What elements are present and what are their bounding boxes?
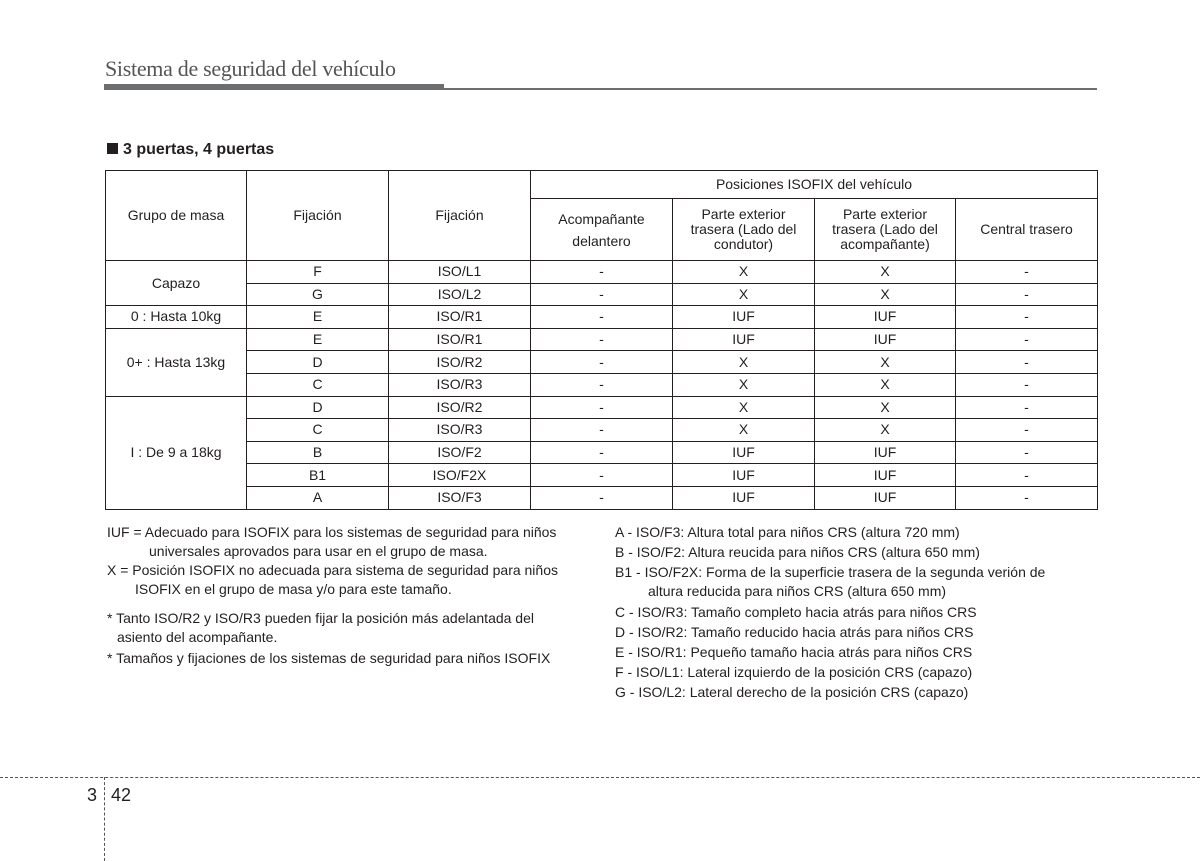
position-cell: IUF	[673, 464, 815, 487]
position-cell: -	[531, 464, 673, 487]
chapter-number: 3	[87, 785, 98, 805]
size-class-cell: C	[247, 373, 389, 396]
header-position: Parte exterior trasera (Lado del acompañante)	[815, 199, 956, 261]
position-cell: -	[531, 328, 673, 351]
table-row	[106, 373, 1098, 396]
fixture-cell: ISO/F3	[389, 486, 531, 509]
position-cell: -	[531, 351, 673, 374]
position-cell: IUF	[815, 464, 956, 487]
mass-group-cell: I : De 9 a 18kg	[106, 396, 247, 509]
square-bullet-icon	[107, 143, 118, 154]
section-heading	[107, 141, 274, 159]
header-position: Acompañante delantero	[531, 199, 673, 261]
header-rule-thin	[444, 88, 1097, 90]
header-fijacion-size: Fijación	[247, 171, 389, 261]
position-cell: -	[531, 283, 673, 306]
position-cell: X	[815, 351, 956, 374]
position-cell: IUF	[815, 486, 956, 509]
position-cell: -	[531, 396, 673, 419]
position-cell: X	[673, 351, 815, 374]
size-class-notes	[615, 523, 1100, 704]
position-cell: X	[815, 396, 956, 419]
position-cell: -	[956, 306, 1098, 329]
position-cell: -	[956, 351, 1098, 374]
fixture-cell: ISO/L2	[389, 283, 531, 306]
note-iuf: IUF = Adecuado para ISOFIX para los sistemas de seguridad para niños	[107, 524, 557, 540]
position-cell: X	[673, 419, 815, 442]
note-b1: B1 - ISO/F2X: Forma de la superficie trasera de la segunda verión de	[615, 564, 1046, 581]
position-cell: -	[531, 306, 673, 329]
position-cell: -	[531, 419, 673, 442]
margin-divider	[104, 777, 105, 861]
note-b: B - ISO/F2: Altura reucida para niños CRS (altura 650 mm)	[615, 544, 980, 561]
position-cell: -	[956, 373, 1098, 396]
table-row	[106, 351, 1098, 374]
size-class-cell: A	[247, 486, 389, 509]
position-cell: X	[815, 373, 956, 396]
note-iuf-cont: universales aprovados para usar en el grupo de masa.	[149, 543, 488, 559]
note-star-2: * Tamaños y fijaciones de los sistemas de seguridad para niños ISOFIX	[107, 650, 551, 666]
section-title: 3 puertas, 4 puertas	[123, 141, 275, 158]
table-row	[106, 486, 1098, 509]
header-positions: Posiciones ISOFIX del vehículo	[531, 171, 1098, 199]
size-class-cell: G	[247, 283, 389, 306]
size-class-cell: F	[247, 261, 389, 284]
position-cell: X	[673, 261, 815, 284]
fixture-cell: ISO/F2	[389, 441, 531, 464]
position-cell: IUF	[815, 306, 956, 329]
footer-divider	[0, 777, 1200, 778]
size-class-cell: B	[247, 441, 389, 464]
note-b1-cont: altura reducida para niños CRS (altura 650 mm)	[648, 583, 947, 600]
page-number: 42	[111, 785, 132, 805]
table-row	[106, 396, 1098, 419]
table-row	[106, 283, 1098, 306]
position-cell: -	[531, 373, 673, 396]
note-d: D - ISO/R2: Tamaño reducido hacia atrás para niños CRS	[615, 623, 974, 640]
size-class-cell: D	[247, 396, 389, 419]
position-cell: -	[956, 464, 1098, 487]
legend-notes	[107, 523, 589, 668]
position-cell: -	[956, 486, 1098, 509]
size-class-cell: C	[247, 419, 389, 442]
position-cell: X	[673, 283, 815, 306]
position-cell: IUF	[673, 306, 815, 329]
mass-group-cell: 0 : Hasta 10kg	[106, 306, 247, 329]
position-cell: -	[956, 419, 1098, 442]
fixture-cell: ISO/F2X	[389, 464, 531, 487]
position-cell: X	[673, 396, 815, 419]
size-class-cell: D	[247, 351, 389, 374]
position-cell: -	[956, 396, 1098, 419]
page-title: Sistema de seguridad del vehículo	[105, 56, 396, 81]
fixture-cell: ISO/R2	[389, 351, 531, 374]
note-star-1-cont: asiento del acompañante.	[117, 629, 278, 645]
note-star-1: * Tanto ISO/R2 y ISO/R3 pueden fijar la posición más adelantada del	[107, 610, 534, 626]
size-class-cell: E	[247, 306, 389, 329]
position-cell: X	[815, 261, 956, 284]
position-cell: -	[956, 441, 1098, 464]
size-class-cell: B1	[247, 464, 389, 487]
position-cell: -	[531, 441, 673, 464]
position-cell: -	[956, 328, 1098, 351]
note-f: F - ISO/L1: Lateral izquierdo de la posición CRS (capazo)	[615, 664, 973, 681]
note-a: A - ISO/F3: Altura total para niños CRS (altura 720 mm)	[615, 524, 960, 540]
table-row	[106, 328, 1098, 351]
position-cell: X	[673, 373, 815, 396]
note-g: G - ISO/L2: Lateral derecho de la posición CRS (capazo)	[615, 684, 969, 701]
position-cell: -	[956, 261, 1098, 284]
fixture-cell: ISO/L1	[389, 261, 531, 284]
header-fijacion: Fijación	[389, 171, 531, 261]
position-cell: X	[815, 419, 956, 442]
position-cell: -	[531, 261, 673, 284]
header-position: Parte exterior trasera (Lado del condutor)	[673, 199, 815, 261]
position-cell: -	[531, 486, 673, 509]
fixture-cell: ISO/R3	[389, 373, 531, 396]
mass-group-cell: Capazo	[106, 261, 247, 306]
position-cell: IUF	[815, 328, 956, 351]
table-row	[106, 441, 1098, 464]
header-position: Central trasero	[956, 199, 1098, 261]
table-header-row	[106, 171, 1098, 199]
fixture-cell: ISO/R1	[389, 328, 531, 351]
position-cell: -	[956, 283, 1098, 306]
header-rule-thick	[104, 84, 444, 90]
note-e: E - ISO/R1: Pequeño tamaño hacia atrás para niños CRS	[615, 643, 973, 660]
position-cell: X	[815, 283, 956, 306]
note-c: C - ISO/R3: Tamaño completo hacia atrás para niños CRS	[615, 603, 977, 620]
position-cell: IUF	[815, 441, 956, 464]
table-row	[106, 419, 1098, 442]
note-x-cont: ISOFIX en el grupo de masa y/o para este tamaño.	[135, 581, 452, 597]
table-row	[106, 464, 1098, 487]
isofix-table	[105, 170, 1098, 510]
size-class-cell: E	[247, 328, 389, 351]
fixture-cell: ISO/R3	[389, 419, 531, 442]
fixture-cell: ISO/R1	[389, 306, 531, 329]
note-x: X = Posición ISOFIX no adecuada para sistema de seguridad para niños	[107, 562, 558, 578]
position-cell: IUF	[673, 441, 815, 464]
header-grupo: Grupo de masa	[106, 171, 247, 261]
mass-group-cell: 0+ : Hasta 13kg	[106, 328, 247, 396]
position-cell: IUF	[673, 328, 815, 351]
table-row	[106, 261, 1098, 284]
position-cell: IUF	[673, 486, 815, 509]
fixture-cell: ISO/R2	[389, 396, 531, 419]
table-row	[106, 306, 1098, 329]
